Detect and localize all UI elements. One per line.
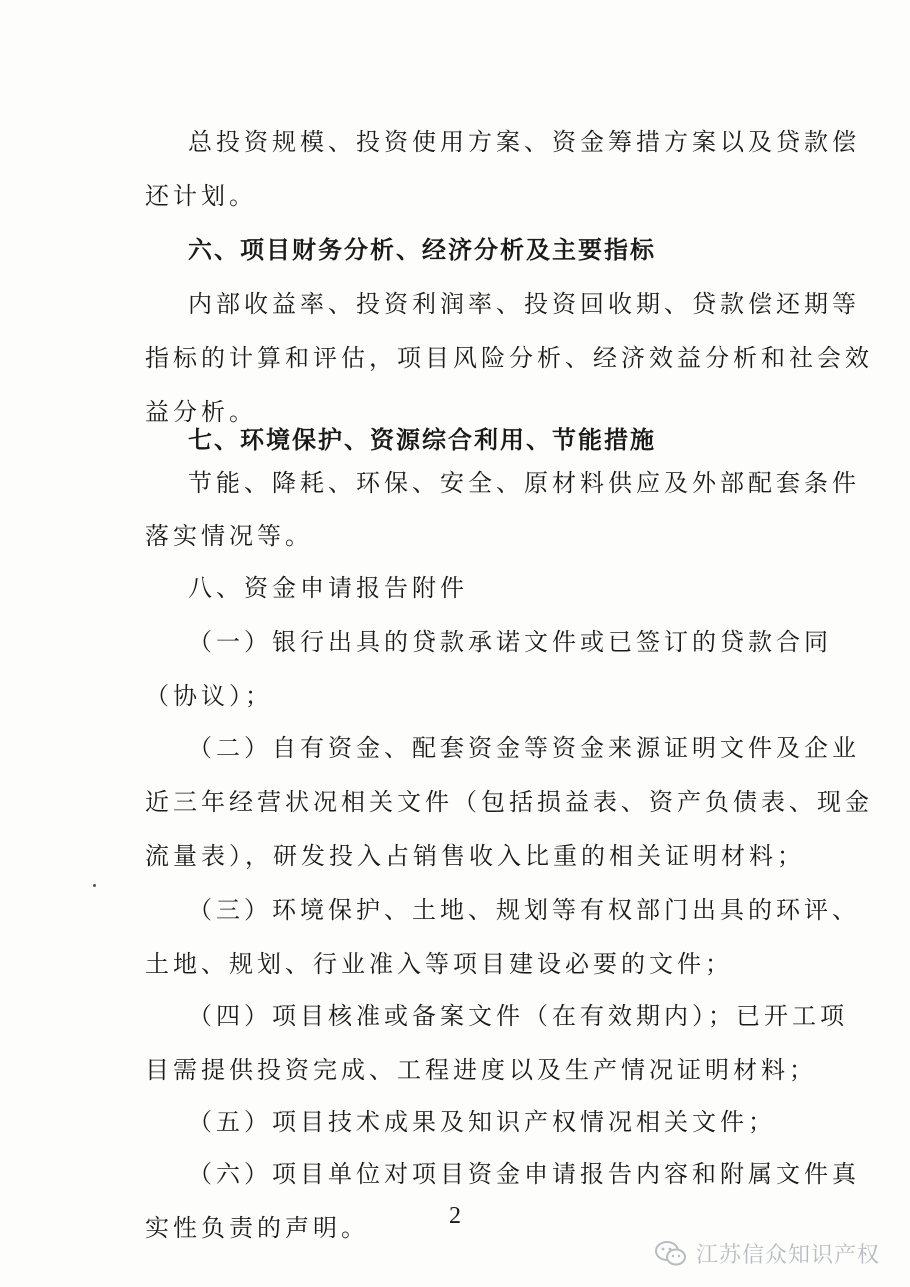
text-line: 益分析。 — [145, 398, 257, 426]
wechat-icon — [654, 1240, 688, 1268]
text-line: （一）银行出具的贷款承诺文件或已签订的贷款合同 — [188, 628, 832, 656]
text-line: 目需提供投资完成、工程进度以及生产情况证明材料； — [145, 1056, 817, 1084]
text-line: （三）环境保护、土地、规划等有权部门出具的环评、 — [188, 896, 860, 924]
watermark-text: 江苏信众知识产权 — [695, 1243, 880, 1268]
text-line: （四）项目核准或备案文件（在有效期内）；已开工项 — [188, 1002, 848, 1030]
text-line: 指标的计算和评估，项目风险分析、经济效益分析和社会效 — [145, 344, 873, 372]
text-line: 还计划。 — [145, 182, 257, 210]
text-line: （六）项目单位对项目资金申请报告内容和附属文件真 — [188, 1160, 860, 1188]
section-heading-8: 八、资金申请报告附件 — [188, 574, 468, 602]
text-line: 近三年经营状况相关文件（包括损益表、资产负债表、现金 — [145, 788, 873, 816]
text-line: 节能、降耗、环保、安全、原材料供应及外部配套条件 — [188, 469, 860, 497]
text-line: （五）项目技术成果及知识产权情况相关文件； — [188, 1108, 776, 1136]
section-heading-7: 七、环境保护、资源综合利用、节能措施 — [188, 426, 656, 454]
text-line: 流量表），研发投入占销售收入比重的相关证明材料； — [145, 842, 805, 870]
text-line: 实性负责的声明。 — [145, 1214, 369, 1242]
text-line: 总投资规模、投资使用方案、资金筹措方案以及贷款偿 — [188, 128, 860, 156]
text-line: （二）自有资金、配套资金等资金来源证明文件及企业 — [188, 734, 860, 762]
text-line: （协议）； — [145, 682, 273, 710]
text-line: 落实情况等。 — [145, 522, 313, 550]
section-heading-6: 六、项目财务分析、经济分析及主要指标 — [188, 236, 656, 264]
scan-speck — [93, 884, 96, 887]
page-number: 2 — [449, 1203, 461, 1229]
watermark — [654, 1238, 880, 1269]
text-line: 土地、规划、行业准入等项目建设必要的文件； — [145, 950, 733, 978]
text-line: 内部收益率、投资利润率、投资回收期、贷款偿还期等 — [188, 290, 860, 318]
